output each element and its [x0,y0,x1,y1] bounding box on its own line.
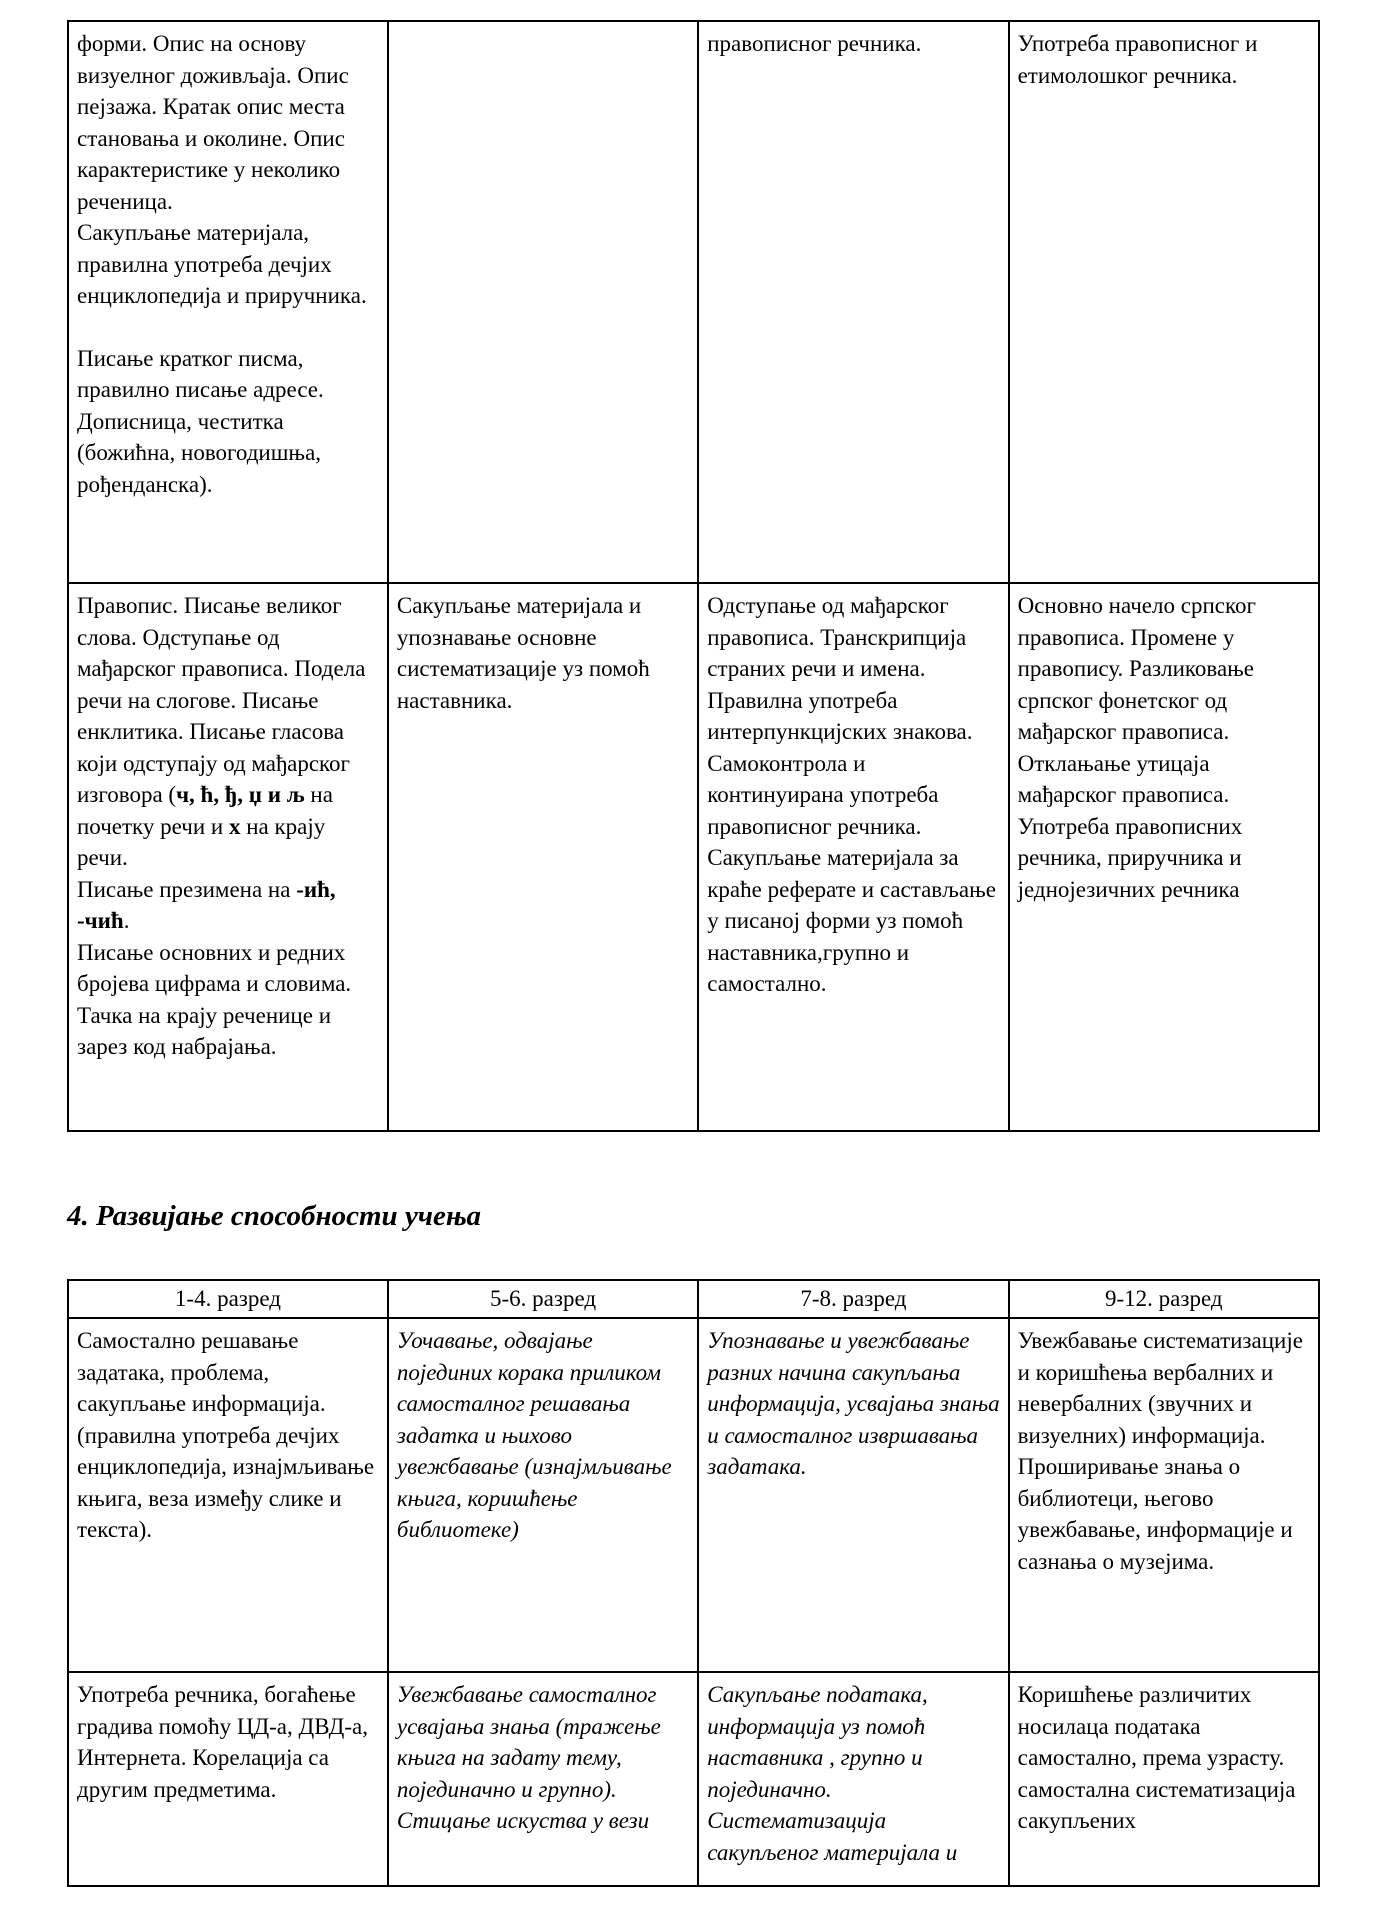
table-cell: Уочавање, одвајање појединих корака приликом самосталног решавања задатка и њихово увежбавање (изнајмљивање књига, коришћење библиотеке) [388,1318,698,1672]
cell-text-bold: -ић, -чић [77,876,336,933]
cell-paragraph: форми. Опис на основу визуелног доживљаја. Опис пејзажа. Кратак опис места становања и околине. Опис карактеристике у неколико реченица. [77,31,349,214]
column-header: 5-6. разред [388,1280,698,1318]
table-row [68,583,1319,1131]
curriculum-table-bottom [67,1279,1320,1887]
column-header: 9-12. разред [1009,1280,1319,1318]
cell-text-bold: ч, ћ, ђ, џ и љ [176,782,305,807]
table-cell: Сакупљање података, информација уз помоћ наставника , групно и појединачно. Систематизација сакупљеног материјала и [698,1672,1008,1886]
cell-text: Правопис. Писање великог слова. Одступање од мађарског правописа. Подела речи на слогове. Писање енклитика. Писање гласова који одступају од мађарског изговора ( [77,593,366,807]
table-cell: Увежбавање самосталног усвајања знања (тражење књига на задату тему, појединачно и групно). Стицање искуства у вези [388,1672,698,1886]
cell-paragraph [77,874,379,937]
table-cell [68,21,388,583]
column-header: 1-4. разред [68,1280,388,1318]
table-row [68,1318,1319,1672]
curriculum-table-top [67,20,1320,1132]
column-header: 7-8. разред [698,1280,1008,1318]
table-cell: Употреба речника, богаћење градива помоћу ЦД-а, ДВД-а, Интернета. Корелација са другим предметима. [68,1672,388,1886]
cell-paragraph: Писање основних и редних бројева цифрама и словима. Тачка на крају реченице и зарез код набрајања. [77,939,352,1059]
table-cell: Самостално решавање задатака, проблема, сакупљање информација. (правилна употреба дечјих енциклопедија, изнајмљивање књига, веза између слике и текста). [68,1318,388,1672]
table-cell: Сакупљање материјала и упознавање основне систематизације уз помоћ наставника. [388,583,698,1131]
cell-text: на почетку речи и [77,782,333,839]
table-cell: правописног речника. [698,21,1008,583]
cell-text-bold: х [228,813,241,839]
paragraph-gap [77,312,379,343]
table-cell: Употреба правописног и етимолошког речника. [1009,21,1319,583]
section-heading: 4. Развијање способности учења [67,1200,482,1232]
table-cell [388,21,698,583]
table-cell: Упознавање и увежбавање разних начина сакупљања информација, усвајања знања и самосталног извршавања задатака. [698,1318,1008,1672]
table-cell: Основно начело српског правописа. Промене у правопису. Разликовање српског фонетског од мађарског правописа. Отклањање утицаја мађарског правописа. Употреба правописних речника, приручника и једнојезичних речника [1009,583,1319,1131]
table-header-row [68,1280,1319,1318]
cell-text: Писање презимена на [77,876,297,902]
table-row [68,1672,1319,1886]
table-row [68,21,1319,583]
cell-paragraph: Писање кратког писма, правилно писање адресе. Дописница, честитка (божићна, новогодишња, рођенданска). [77,345,324,497]
cell-text: на крају речи. [77,813,326,870]
table-cell: Одступање од мађарског правописа. Транскрипција страних речи и имена. Правилна употреба интерпункцијских знакова. Самоконтрола и континуирана употреба правописног речника. Сакупљање материјала за краће реферате и састављање у писаној форми уз помоћ наставника,групно и самостално. [698,583,1008,1131]
table-cell [68,583,388,1131]
table-cell: Увежбавање систематизације и коришћења вербалних и невербалних (звучних и визуелних) информација. Проширивање знања о библиотеци, његово увежбавање, информације и сазнања о музејима. [1009,1318,1319,1672]
cell-text: . [123,908,130,933]
cell-paragraph: Сакупљање материјала, правилна употреба дечјих енциклопедија и приручника. [77,220,367,308]
table-cell: Коришћење различитих носилаца података самостално, према узрасту. самостална систематизација сакупљених [1009,1672,1319,1886]
